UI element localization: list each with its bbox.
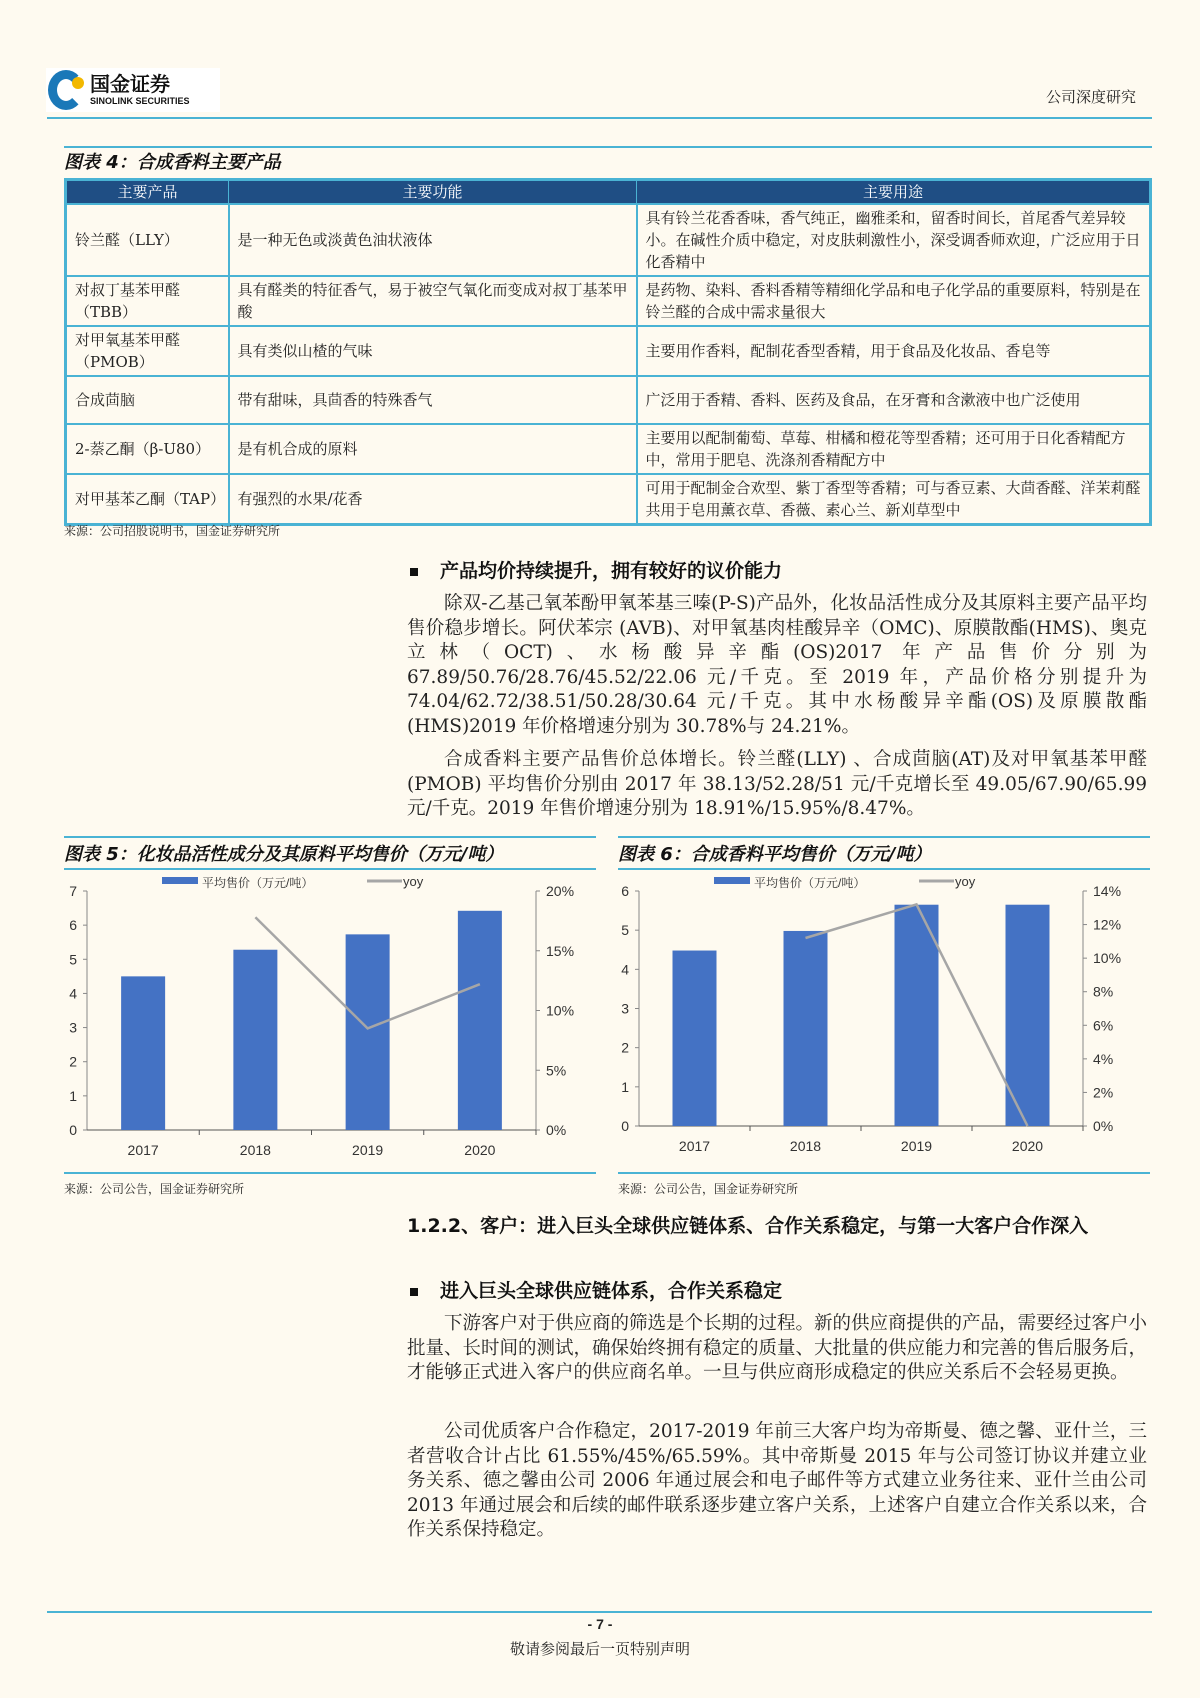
x-tick-label: 2020 <box>464 1142 496 1158</box>
logo-icon <box>48 70 84 110</box>
header-divider <box>47 117 1152 119</box>
y-tick-label: 4 <box>621 961 629 978</box>
y2-tick-label: 0% <box>546 1122 567 1138</box>
usage-cell: 主要用以配制葡萄、草莓、柑橘和橙花等型香精；还可用于日化香精配方中，常用于肥皂、洗涤剂香精配方中 <box>637 424 1151 474</box>
product-cell: 对甲氧基苯甲醛（PMOB） <box>66 326 229 376</box>
bar <box>673 951 717 1126</box>
chart5-title: 图表 5：化妆品活性成分及其原料平均售价（万元/吨） <box>64 844 504 865</box>
function-cell: 有强烈的水果/花香 <box>229 474 637 525</box>
bar <box>121 976 165 1130</box>
product-cell: 铃兰醛（LLY） <box>66 204 229 276</box>
section2-para2: 公司优质客户合作稳定，2017-2019 年前三大客户均为帝斯曼、德之馨、亚什兰，三者营收合计占比 61.55%/45%/65.59%。其中帝斯曼 2015 年与公司签订协议并建立业务关系、德之馨由公司 2006 年通过展会和电子邮件等方式建立业务往来、亚什兰由公司 2013 年通过展会和后续的邮件联系逐步建立客户关系，上述客户自建立合作关系以来，合作关系保持稳定。 <box>407 1421 1147 1540</box>
chart5 <box>64 876 596 1172</box>
heading-text: 产品均价持续提升，拥有较好的议价能力 <box>440 560 783 582</box>
legend-bar-label: 平均售价（万元/吨） <box>202 876 314 890</box>
function-cell: 具有醛类的特征香气，易于被空气氧化而变成对叔丁基苯甲酸 <box>229 276 637 326</box>
y2-tick-label: 14% <box>1093 883 1122 899</box>
divider <box>64 1172 596 1174</box>
legend-bar-label: 平均售价（万元/吨） <box>754 876 866 890</box>
col-header: 主要产品 <box>66 180 229 204</box>
bar <box>346 934 390 1130</box>
y2-tick-label: 2% <box>1093 1084 1114 1101</box>
product-cell: 对甲基苯乙酮（TAP） <box>66 474 229 525</box>
y-tick-label: 4 <box>69 985 77 1002</box>
usage-cell: 主要用作香料，配制花香型香精，用于食品及化妆品、香皂等 <box>637 326 1151 376</box>
y2-tick-label: 6% <box>1093 1017 1114 1034</box>
y2-tick-label: 10% <box>1093 950 1122 967</box>
chart6-title: 图表 6：合成香料平均售价（万元/吨） <box>618 844 932 865</box>
section2-bullet <box>410 1276 782 1303</box>
disclaimer: 敬请参阅最后一页特别声明 <box>509 1640 690 1658</box>
table4-source: 来源：公司招股说明书，国金证券研究所 <box>64 524 281 538</box>
product-cell: 合成茴脑 <box>66 376 229 424</box>
y-tick-label: 1 <box>621 1078 629 1095</box>
chart6-source: 来源：公司公告，国金证券研究所 <box>618 1182 799 1196</box>
section2-heading: 1.2.2、客户：进入巨头全球供应链体系、合作关系稳定，与第一大客户合作深入 <box>407 1215 1089 1237</box>
section2-para1: 下游客户对于供应商的筛选是个长期的过程。新的供应商提供的产品，需要经过客户小批量、长时间的测试，确保始终拥有稳定的质量、大批量的供应能力和完善的售后服务后，才能够正式进入客户的供应商名单。一旦与供应商形成稳定的供应关系后不会轻易更换。 <box>407 1313 1148 1383</box>
bar <box>233 950 277 1130</box>
y-tick-label: 0 <box>69 1122 77 1138</box>
x-tick-label: 2020 <box>1011 1138 1044 1154</box>
company-logo <box>46 68 220 112</box>
product-cell: 2-萘乙酮（β-U80） <box>66 424 229 474</box>
x-tick-label: 2018 <box>239 1142 271 1158</box>
product-cell: 对叔丁基苯甲醛（TBB） <box>66 276 229 326</box>
y-tick-label: 5 <box>621 922 629 939</box>
logo-cn: 国金证券 <box>90 72 170 96</box>
chart5-source: 来源：公司公告，国金证券研究所 <box>64 1182 245 1196</box>
usage-cell: 广泛用于香精、香料、医药及食品，在牙膏和含漱液中也广泛使用 <box>637 376 1151 424</box>
products-table <box>64 178 1152 526</box>
section1-para2: 合成香料主要产品售价总体增长。铃兰醛(LLY) 、合成茴脑(AT)及对甲氧基苯甲醛(PMOB) 平均售价分别由 2017 年 38.13/52.28/51 元/千克增长至 49.05/67.90/65.99 元/千克。2019 年售价增速分别为 18.91%/15.95%/8.47%。 <box>407 749 1147 819</box>
section1-para1: 除双-乙基己氧苯酚甲氧苯基三嗪(P-S)产品外，化妆品活性成分及其原料主要产品平均售价稳步增长。阿伏苯宗 (AVB)、对甲氧基肉桂酸异辛（OMC)、原膜散酯(HMS)、奥克立林（OCT)、水杨酸异辛酯(OS)2017 年产品售价分别为 67.89/50.76/28.76/45.52/22.06 元/千克。至 2019 年，产品价格分别提升为 74.04/62.72/38.51/50.28/30.64 元/千克。其中水杨酸异辛酯(OS)及原膜散酯(HMS)2019 年价格增速分别为 30.78%与 24.21%。 <box>407 593 1147 737</box>
y2-tick-label: 20% <box>546 883 575 899</box>
bar <box>458 911 502 1130</box>
legend-bar-swatch <box>162 877 198 884</box>
bullet-icon <box>410 1288 418 1296</box>
x-tick-label: 2018 <box>789 1138 822 1154</box>
y2-tick-label: 5% <box>546 1062 567 1079</box>
col-header: 主要功能 <box>229 180 637 204</box>
x-tick-label: 2019 <box>352 1142 384 1158</box>
table-row <box>66 204 1151 276</box>
y2-tick-label: 4% <box>1093 1050 1114 1067</box>
divider <box>618 836 1150 838</box>
y-tick-label: 0 <box>621 1118 629 1134</box>
y-tick-label: 5 <box>69 951 77 968</box>
usage-cell: 具有铃兰花香香味，香气纯正，幽雅柔和，留香时间长，首尾香气差异较小。在碱性介质中稳定，对皮肤刺激性小，深受调香师欢迎，广泛应用于日化香精中 <box>637 204 1151 276</box>
table-row <box>66 376 1151 424</box>
table-row <box>66 276 1151 326</box>
divider <box>64 868 596 870</box>
divider <box>618 868 1150 870</box>
page-number: - 7 - <box>587 1616 613 1632</box>
y-tick-label: 3 <box>69 1019 77 1036</box>
table4-title: 图表 4：合成香料主要产品 <box>64 152 281 173</box>
divider <box>618 1172 1150 1174</box>
divider <box>64 836 596 838</box>
function-cell: 具有类似山楂的气味 <box>229 326 637 376</box>
y-tick-label: 6 <box>621 883 629 899</box>
logo-en: SINOLINK SECURITIES <box>90 96 190 106</box>
y2-tick-label: 10% <box>546 1002 575 1019</box>
x-tick-label: 2017 <box>127 1142 159 1158</box>
x-tick-label: 2017 <box>678 1138 711 1154</box>
y-tick-label: 2 <box>69 1053 77 1070</box>
bullet-icon <box>410 568 418 576</box>
footer-divider <box>47 1611 1152 1613</box>
bar <box>784 931 828 1126</box>
legend-bar-swatch <box>714 877 750 884</box>
chart6 <box>618 876 1150 1172</box>
y-tick-label: 7 <box>69 883 77 899</box>
heading-text: 进入巨头全球供应链体系，合作关系稳定 <box>440 1280 783 1302</box>
doc-type: 公司深度研究 <box>1045 88 1136 106</box>
y-tick-label: 1 <box>69 1087 77 1104</box>
legend-line-label: yoy <box>403 876 424 889</box>
y2-tick-label: 12% <box>1093 916 1122 933</box>
legend-line-label: yoy <box>955 876 976 889</box>
table-row <box>66 474 1151 525</box>
y-tick-label: 2 <box>621 1039 629 1056</box>
y2-tick-label: 15% <box>546 942 575 959</box>
usage-cell: 是药物、染料、香料香精等精细化学品和电子化学品的重要原料，特别是在铃兰醛的合成中需求量很大 <box>637 276 1151 326</box>
table-row <box>66 424 1151 474</box>
y2-tick-label: 8% <box>1093 983 1114 1000</box>
x-tick-label: 2019 <box>900 1138 933 1154</box>
function-cell: 是一种无色或淡黄色油状液体 <box>229 204 637 276</box>
y2-tick-label: 0% <box>1093 1118 1114 1134</box>
function-cell: 是有机合成的原料 <box>229 424 637 474</box>
y-tick-label: 3 <box>621 1000 629 1017</box>
section1-heading <box>410 556 782 583</box>
table-row <box>66 326 1151 376</box>
usage-cell: 可用于配制金合欢型、紫丁香型等香精；可与香豆素、大茴香醛、洋茉莉醛共用于皂用薰衣草、香薇、素心兰、新刈草型中 <box>637 474 1151 525</box>
col-header: 主要用途 <box>637 180 1151 204</box>
function-cell: 带有甜味，具茴香的特殊香气 <box>229 376 637 424</box>
y-tick-label: 6 <box>69 917 77 934</box>
